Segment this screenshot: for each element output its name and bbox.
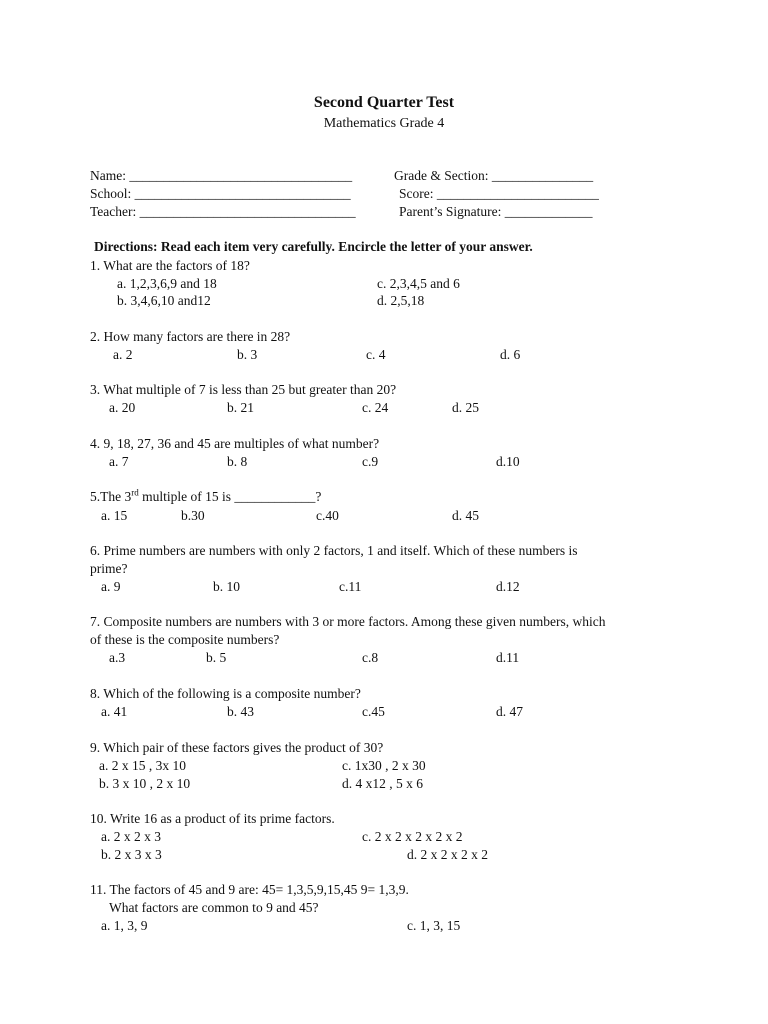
q8-option-a: a. 41 [101,704,128,719]
q9-option-a: a. 2 x 15 , 3x 10 [99,758,186,773]
question-2: 2. How many factors are there in 28? [90,329,291,344]
q10-option-c: c. 2 x 2 x 2 x 2 x 2 [362,829,463,844]
question-10: 10. Write 16 as a product of its prime factors. [90,811,335,826]
question-11-line-1: 11. The factors of 45 and 9 are: 45= 1,3,5,9,15,45 9= 1,3,9. [90,882,409,897]
question-5 [90,488,321,506]
q5-option-c: c.40 [316,508,339,523]
q1-option-a: a. 1,2,3,6,9 and 18 [117,276,217,291]
question-8: 8. Which of the following is a composite number? [90,686,361,701]
q7-option-a: a.3 [109,650,126,665]
score-field: Score: ________________________ [399,186,599,201]
school-field: School: ________________________________ [90,186,351,201]
q9-option-b: b. 3 x 10 , 2 x 10 [99,776,191,791]
name-field: Name: _________________________________ [90,168,353,183]
q10-option-a: a. 2 x 2 x 3 [101,829,161,844]
q9-option-c: c. 1x30 , 2 x 30 [342,758,426,773]
q7-option-d: d.11 [496,650,520,665]
question-3: 3. What multiple of 7 is less than 25 but greater than 20? [90,382,397,397]
q6-option-b: b. 10 [213,579,240,594]
q5-suffix: multiple of 15 is ____________? [138,489,322,504]
test-subtitle: Mathematics Grade 4 [323,116,445,131]
q5-option-b: b.30 [181,508,205,523]
question-7-line-2: of these is the composite numbers? [90,632,280,647]
q7-option-b: b. 5 [206,650,227,665]
q3-option-b: b. 21 [227,400,254,415]
test-title: Second Quarter Test [313,94,455,111]
q3-option-d: d. 25 [452,400,479,415]
q6-option-c: c.11 [339,579,362,594]
q10-option-d: d. 2 x 2 x 2 x 2 [407,847,488,862]
q11-option-c: c. 1, 3, 15 [407,918,461,933]
q2-option-c: c. 4 [366,347,386,362]
q6-option-a: a. 9 [101,579,121,594]
q4-option-d: d.10 [496,454,520,469]
question-1: 1. What are the factors of 18? [90,258,250,273]
q9-option-d: d. 4 x12 , 5 x 6 [342,776,423,791]
grade-section-field: Grade & Section: _______________ [394,168,594,183]
q1-option-c: c. 2,3,4,5 and 6 [377,276,460,291]
question-7-line-1: 7. Composite numbers are numbers with 3 or more factors. Among these given numbers, which [90,614,606,629]
q2-option-d: d. 6 [500,347,521,362]
q4-option-a: a. 7 [109,454,129,469]
teacher-field: Teacher: ________________________________ [90,204,356,219]
q8-option-d: d. 47 [496,704,523,719]
q10-option-b: b. 2 x 3 x 3 [101,847,162,862]
directions: Directions: Read each item very carefully. Encircle the letter of your answer. [94,239,533,254]
question-4: 4. 9, 18, 27, 36 and 45 are multiples of what number? [90,436,380,451]
question-6-line-1: 6. Prime numbers are numbers with only 2 factors, 1 and itself. Which of these numbers is [90,543,578,558]
q7-option-c: c.8 [362,650,379,665]
q8-option-b: b. 43 [227,704,254,719]
q5-option-d: d. 45 [452,508,479,523]
question-6-line-2: prime? [90,561,128,576]
q4-option-b: b. 8 [227,454,248,469]
parent-signature-field: Parent’s Signature: _____________ [399,204,593,219]
q2-option-a: a. 2 [113,347,133,362]
q8-option-c: c.45 [362,704,385,719]
question-9: 9. Which pair of these factors gives the product of 30? [90,740,384,755]
q2-option-b: b. 3 [237,347,258,362]
q3-option-c: c. 24 [362,400,389,415]
q4-option-c: c.9 [362,454,379,469]
q5-prefix: 5.The 3 [90,489,132,504]
q5-option-a: a. 15 [101,508,128,523]
q3-option-a: a. 20 [109,400,136,415]
q11-option-a: a. 1, 3, 9 [101,918,148,933]
q5-ordinal-suffix: rd [131,487,139,498]
q6-option-d: d.12 [496,579,520,594]
question-11-line-2: What factors are common to 9 and 45? [109,900,319,915]
q1-option-d: d. 2,5,18 [377,293,425,308]
q1-option-b: b. 3,4,6,10 and12 [117,293,211,308]
